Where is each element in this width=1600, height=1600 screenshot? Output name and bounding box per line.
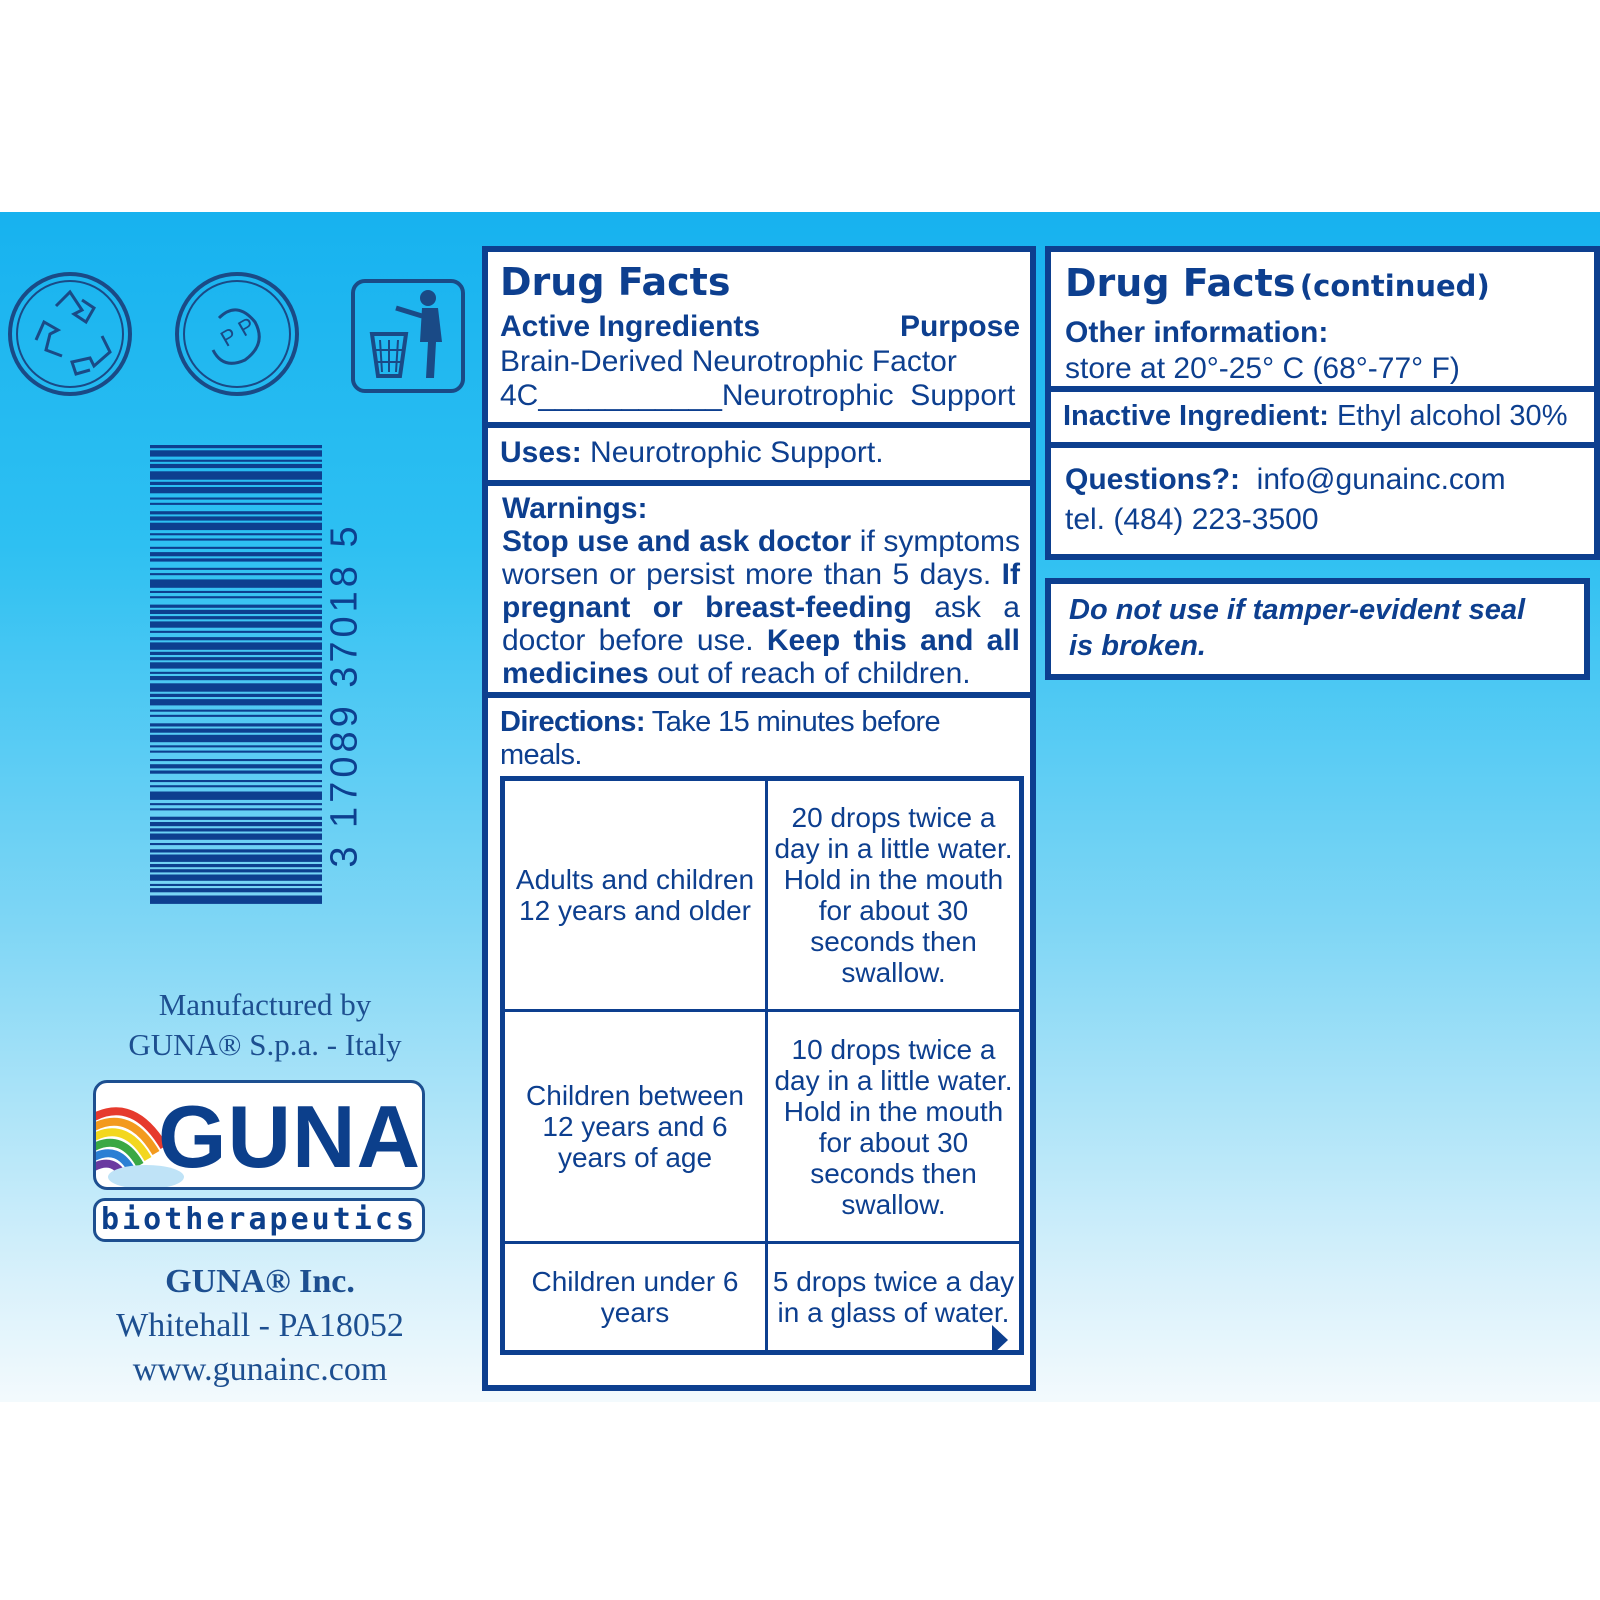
table-row [503, 1243, 1022, 1353]
barcode-bar [150, 875, 322, 881]
barcode-bar [150, 683, 322, 691]
barcode-bar [150, 533, 322, 535]
uses-text: Neurotrophic Support. [581, 436, 884, 469]
barcode-bar [150, 699, 322, 705]
barcode-bar [150, 735, 322, 742]
barcode-bar [150, 450, 322, 456]
questions-section [1051, 448, 1594, 548]
dosage-cell: 10 drops twice a day in a little water. Hold in the mouth for about 30 seconds then swallow. [767, 1011, 1022, 1243]
warning-pregnant: If pregnant or breast-feeding [502, 558, 1020, 624]
barcode-bar [150, 864, 322, 867]
age-group-cell: Children under 6 years [503, 1243, 767, 1353]
barcode-bar [150, 516, 322, 520]
barcode-bar [150, 631, 322, 633]
continued-suffix: (continued) [1299, 269, 1490, 303]
barcode-bar [150, 710, 322, 712]
barcode [150, 445, 350, 940]
barcode-bar [150, 503, 322, 505]
barcode-bar [150, 729, 322, 733]
barcode-bar [150, 785, 322, 787]
barcode-bar [150, 672, 322, 674]
barcode-bar [150, 552, 322, 556]
manufacturer-note [100, 985, 430, 1065]
barcode-bar [150, 498, 322, 500]
purpose-header: Purpose [899, 310, 1020, 343]
guna-logo [93, 1080, 425, 1190]
barcode-bar [150, 621, 322, 627]
questions-phone: tel. (484) 223-3500 [1065, 503, 1319, 536]
uses-section [488, 428, 1030, 486]
directions-table [500, 776, 1024, 1355]
barcode-bar [150, 843, 322, 845]
company-website: www.gunainc.com [132, 1351, 388, 1388]
barcode-bar [150, 771, 322, 774]
barcode-bar [150, 460, 322, 462]
barcode-bar [150, 764, 322, 768]
dosage-cell: 5 drops twice a day in a glass of water. [767, 1243, 1022, 1353]
warning-keep-away: Keep this and all medicines [502, 624, 1021, 690]
directions-label: Directions: [500, 706, 645, 738]
inactive-ingredient-section [1051, 392, 1594, 448]
ingredient-dilution-purpose: 4C___________Neurotrophic Support [500, 379, 1016, 412]
directions-section [488, 698, 1030, 1355]
barcode-bar [150, 558, 322, 561]
barcode-bar [150, 694, 322, 697]
barcode-bar [150, 751, 322, 753]
barcode-bar [150, 487, 322, 493]
questions-email: info@gunainc.com [1240, 463, 1506, 496]
barcode-bar [150, 445, 322, 448]
drug-facts-title: Drug Facts [500, 260, 731, 304]
barcode-bar [150, 511, 322, 514]
inactive-ingredient-label: Inactive Ingredient: [1063, 400, 1329, 432]
seal-warning-text: Do not use if tamper-evident seal is broken. [1069, 594, 1526, 662]
barcode-bar [150, 884, 322, 886]
drug-facts-continued-panel [1045, 246, 1600, 560]
barcode-bar [150, 610, 322, 614]
barcode-bar [150, 822, 322, 826]
uses-label: Uses: [500, 436, 582, 469]
barcode-bar [150, 642, 322, 649]
recycle-icon [6, 270, 134, 398]
barcode-bar [150, 759, 322, 761]
trash-bin-person-icon [350, 278, 466, 394]
barcode-bar [150, 579, 322, 587]
manufacturer-line: Manufactured by [158, 987, 372, 1022]
warning-stop-use: Stop use and ask doctor [502, 525, 852, 558]
barcode-bar [150, 834, 322, 840]
active-ingredients-header: Active Ingredients [500, 310, 761, 343]
barcode-bar [150, 568, 322, 570]
barcode-bar [150, 869, 322, 872]
logo-wordmark: GUNA [158, 1087, 422, 1186]
barcode-bar [150, 652, 322, 655]
barcode-bar [150, 539, 322, 541]
inactive-ingredient-text: Ethyl alcohol 30% [1328, 400, 1568, 432]
barcode-bar [150, 715, 322, 717]
barcode-bar [150, 803, 322, 805]
barcode-bar [150, 662, 322, 668]
barcode-bar [150, 547, 322, 549]
barcode-bar [150, 792, 322, 800]
barcode-bar [150, 573, 322, 575]
warning-text-2: ask a doctor before use. [502, 591, 1020, 657]
age-group-cell: Children between 12 years and 6 years of age [503, 1011, 767, 1243]
barcode-bar [150, 482, 322, 485]
continued-title: Drug Facts [1065, 261, 1296, 305]
directions-text: Take 15 minutes before meals. [500, 706, 941, 771]
company-name: GUNA® Inc. [165, 1263, 355, 1300]
barcode-bar [150, 828, 322, 831]
barcode-bar [150, 808, 322, 810]
barcode-bar [150, 723, 322, 726]
barcode-bar [150, 464, 322, 468]
logo-tagline: biotherapeutics [93, 1198, 425, 1242]
company-address [80, 1260, 440, 1392]
table-row [503, 779, 1022, 1011]
barcode-bar [150, 745, 322, 747]
questions-label: Questions?: [1065, 463, 1241, 496]
svg-text:P P: P P [216, 312, 260, 352]
warning-text-1: if symptoms worsen or persist more than 5 days. [502, 525, 1021, 591]
other-information-section [1051, 252, 1594, 392]
barcode-bar [150, 676, 322, 680]
other-information-label: Other information: [1065, 316, 1329, 349]
barcode-bar [150, 471, 322, 479]
warning-text-3: out of reach of children. [648, 657, 971, 690]
play-arrow-icon [992, 1325, 1008, 1355]
dosage-cell: 20 drops twice a day in a little water. Hold in the mouth for about 30 seconds then swallow. [767, 779, 1022, 1011]
barcode-bar [150, 616, 322, 619]
recycle-pp-icon [173, 270, 301, 398]
barcode-bar [150, 817, 322, 820]
drug-facts-panel [482, 246, 1036, 1391]
barcode-bar [150, 849, 322, 852]
company-city: Whitehall - PA18052 [116, 1307, 404, 1344]
warnings-label: Warnings: [502, 492, 648, 525]
barcode-bar [150, 780, 322, 782]
age-group-cell: Adults and children 12 years and older [503, 779, 767, 1011]
barcode-bar [150, 657, 322, 660]
ingredient-name: Brain-Derived Neurotrophic Factor [500, 345, 957, 378]
warnings-section [488, 486, 1030, 698]
barcode-bar [150, 523, 322, 530]
tamper-seal-warning [1045, 578, 1590, 680]
barcode-bar [150, 596, 322, 598]
active-ingredients-section [488, 252, 1030, 428]
barcode-bar [150, 637, 322, 640]
barcode-bar [150, 855, 322, 862]
table-row [503, 1011, 1022, 1243]
barcode-bar [150, 591, 322, 593]
storage-text: store at 20°-25° C (68°-77° F) [1065, 352, 1460, 385]
barcode-bar [150, 896, 322, 904]
barcode-bar [150, 605, 322, 608]
barcode-bar [150, 888, 322, 892]
manufacturer-origin: GUNA® S.p.a. - Italy [128, 1027, 402, 1062]
